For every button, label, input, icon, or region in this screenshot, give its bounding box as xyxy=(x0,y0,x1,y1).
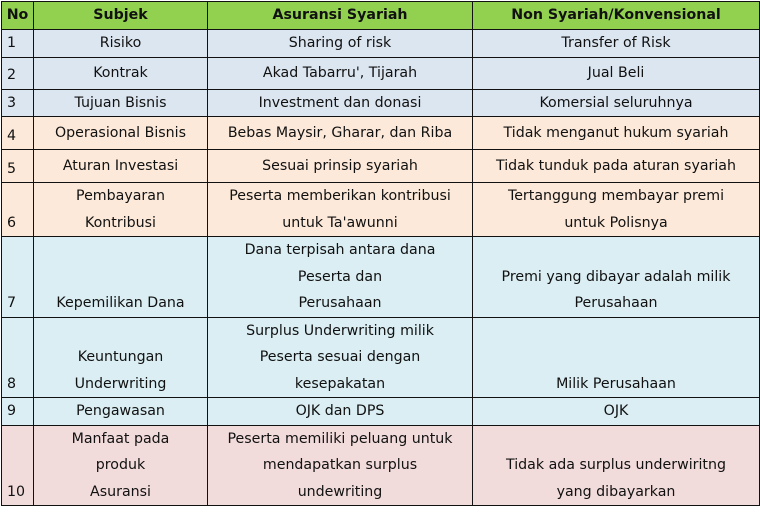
row-number: 5 xyxy=(2,150,34,183)
subjek-cell: Aturan Investasi xyxy=(34,150,208,183)
row-number: 10 xyxy=(2,425,34,506)
table-row xyxy=(2,57,760,89)
table-row xyxy=(2,89,760,117)
syariah-cell: Dana terpisah antara dana Peserta dan Perusahaan xyxy=(208,237,473,318)
syariah-cell: OJK dan DPS xyxy=(208,398,473,426)
header-no: No xyxy=(2,2,34,30)
row-number: 7 xyxy=(2,237,34,318)
konvensional-cell: Tidak menganut hukum syariah xyxy=(473,117,760,150)
subjek-cell: Pembayaran Kontribusi xyxy=(34,183,208,237)
konvensional-cell: Tertanggung membayar premi untuk Polisnya xyxy=(473,183,760,237)
konvensional-cell: Komersial seluruhnya xyxy=(473,89,760,117)
header-row xyxy=(2,2,760,30)
table-row xyxy=(2,150,760,183)
table-row xyxy=(2,317,760,398)
header-asuransi-syariah: Asuransi Syariah xyxy=(208,2,473,30)
subjek-cell: Tujuan Bisnis xyxy=(34,89,208,117)
row-number: 4 xyxy=(2,117,34,150)
konvensional-cell: OJK xyxy=(473,398,760,426)
konvensional-cell: Milik Perusahaan xyxy=(473,317,760,398)
subjek-cell: Manfaat pada produk Asuransi xyxy=(34,425,208,506)
konvensional-cell: Tidak ada surplus underwiritng yang dibayarkan xyxy=(473,425,760,506)
subjek-cell: Kontrak xyxy=(34,57,208,89)
subjek-cell: Kepemilikan Dana xyxy=(34,237,208,318)
table-row xyxy=(2,183,760,237)
comparison-table xyxy=(1,1,760,506)
subjek-cell: Operasional Bisnis xyxy=(34,117,208,150)
table-row xyxy=(2,398,760,426)
table-row xyxy=(2,237,760,318)
row-number: 3 xyxy=(2,89,34,117)
subjek-cell: Risiko xyxy=(34,30,208,58)
row-number: 9 xyxy=(2,398,34,426)
konvensional-cell: Transfer of Risk xyxy=(473,30,760,58)
syariah-cell: Peserta memberikan kontribusi untuk Ta'awunni xyxy=(208,183,473,237)
syariah-cell: Bebas Maysir, Gharar, dan Riba xyxy=(208,117,473,150)
konvensional-cell: Tidak tunduk pada aturan syariah xyxy=(473,150,760,183)
row-number: 8 xyxy=(2,317,34,398)
syariah-cell: Peserta memiliki peluang untuk mendapatkan surplus undewriting xyxy=(208,425,473,506)
table-row xyxy=(2,425,760,506)
konvensional-cell: Premi yang dibayar adalah milik Perusahaan xyxy=(473,237,760,318)
header-subjek: Subjek xyxy=(34,2,208,30)
header-non-syariah: Non Syariah/Konvensional xyxy=(473,2,760,30)
subjek-cell: Pengawasan xyxy=(34,398,208,426)
konvensional-cell: Jual Beli xyxy=(473,57,760,89)
syariah-cell: Sharing of risk xyxy=(208,30,473,58)
syariah-cell: Investment dan donasi xyxy=(208,89,473,117)
row-number: 2 xyxy=(2,57,34,89)
table-row xyxy=(2,117,760,150)
row-number: 6 xyxy=(2,183,34,237)
subjek-cell: Keuntungan Underwriting xyxy=(34,317,208,398)
syariah-cell: Sesuai prinsip syariah xyxy=(208,150,473,183)
table-row xyxy=(2,30,760,58)
row-number: 1 xyxy=(2,30,34,58)
syariah-cell: Surplus Underwriting milik Peserta sesuai dengan kesepakatan xyxy=(208,317,473,398)
syariah-cell: Akad Tabarru', Tijarah xyxy=(208,57,473,89)
